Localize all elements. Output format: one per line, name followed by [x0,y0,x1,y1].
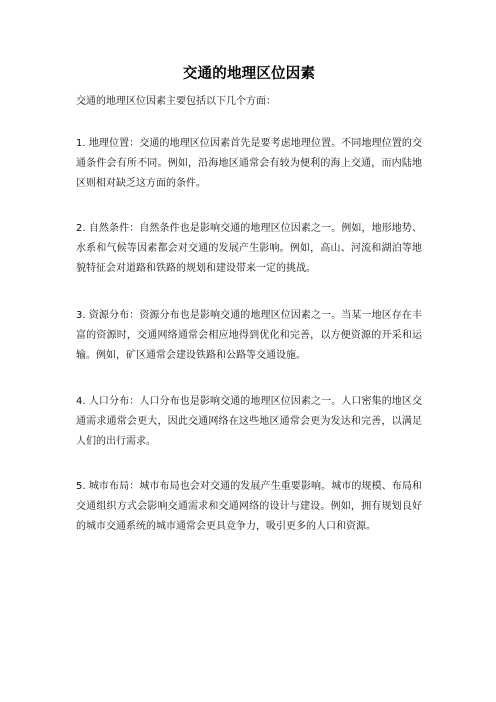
section-resource-distribution: 3. 资源分布：资源分布也是影响交通的地理区位因素之一。当某一地区存在丰富的资源时，交通网络通常会相应地得到优化和完善，以方便资源的开采和运输。例如，矿区通常会建设铁路和公路等交通设施。 [76,310,422,361]
section-urban-layout: 5. 城市布局：城市布局也会对交通的发展产生重要影响。城市的规模、布局和交通组织方式会影响交通需求和交通网络的设计与建设。例如，拥有规划良好的城市交通系统的城市通常会更具竞争力，吸引更多的人口和资源。 [76,481,422,532]
intro-paragraph: 交通的地理区位因素主要包括以下几个方面： [76,96,276,107]
section-population-distribution: 4. 人口分布：人口分布也是影响交通的地理区位因素之一。人口密集的地区交通需求通常会更大，因此交通网络在这些地区通常会更为发达和完善，以满足人们的出行需求。 [76,396,422,447]
section-geographic-location: 1. 地理位置：交通的地理区位因素首先是要考虑地理位置。不同地理位置的交通条件会有所不同。例如，沿海地区通常会有较为便利的海上交通，而内陆地区则相对缺乏这方面的条件。 [76,138,422,189]
document-title: 交通的地理区位因素 [182,66,316,82]
section-natural-conditions: 2. 自然条件：自然条件也是影响交通的地理区位因素之一。例如，地形地势、水系和气候等因素都会对交通的发展产生影响。例如，高山、河流和湖泊等地貌特征会对道路和铁路的规划和建设带来一定的挑战。 [76,223,422,274]
